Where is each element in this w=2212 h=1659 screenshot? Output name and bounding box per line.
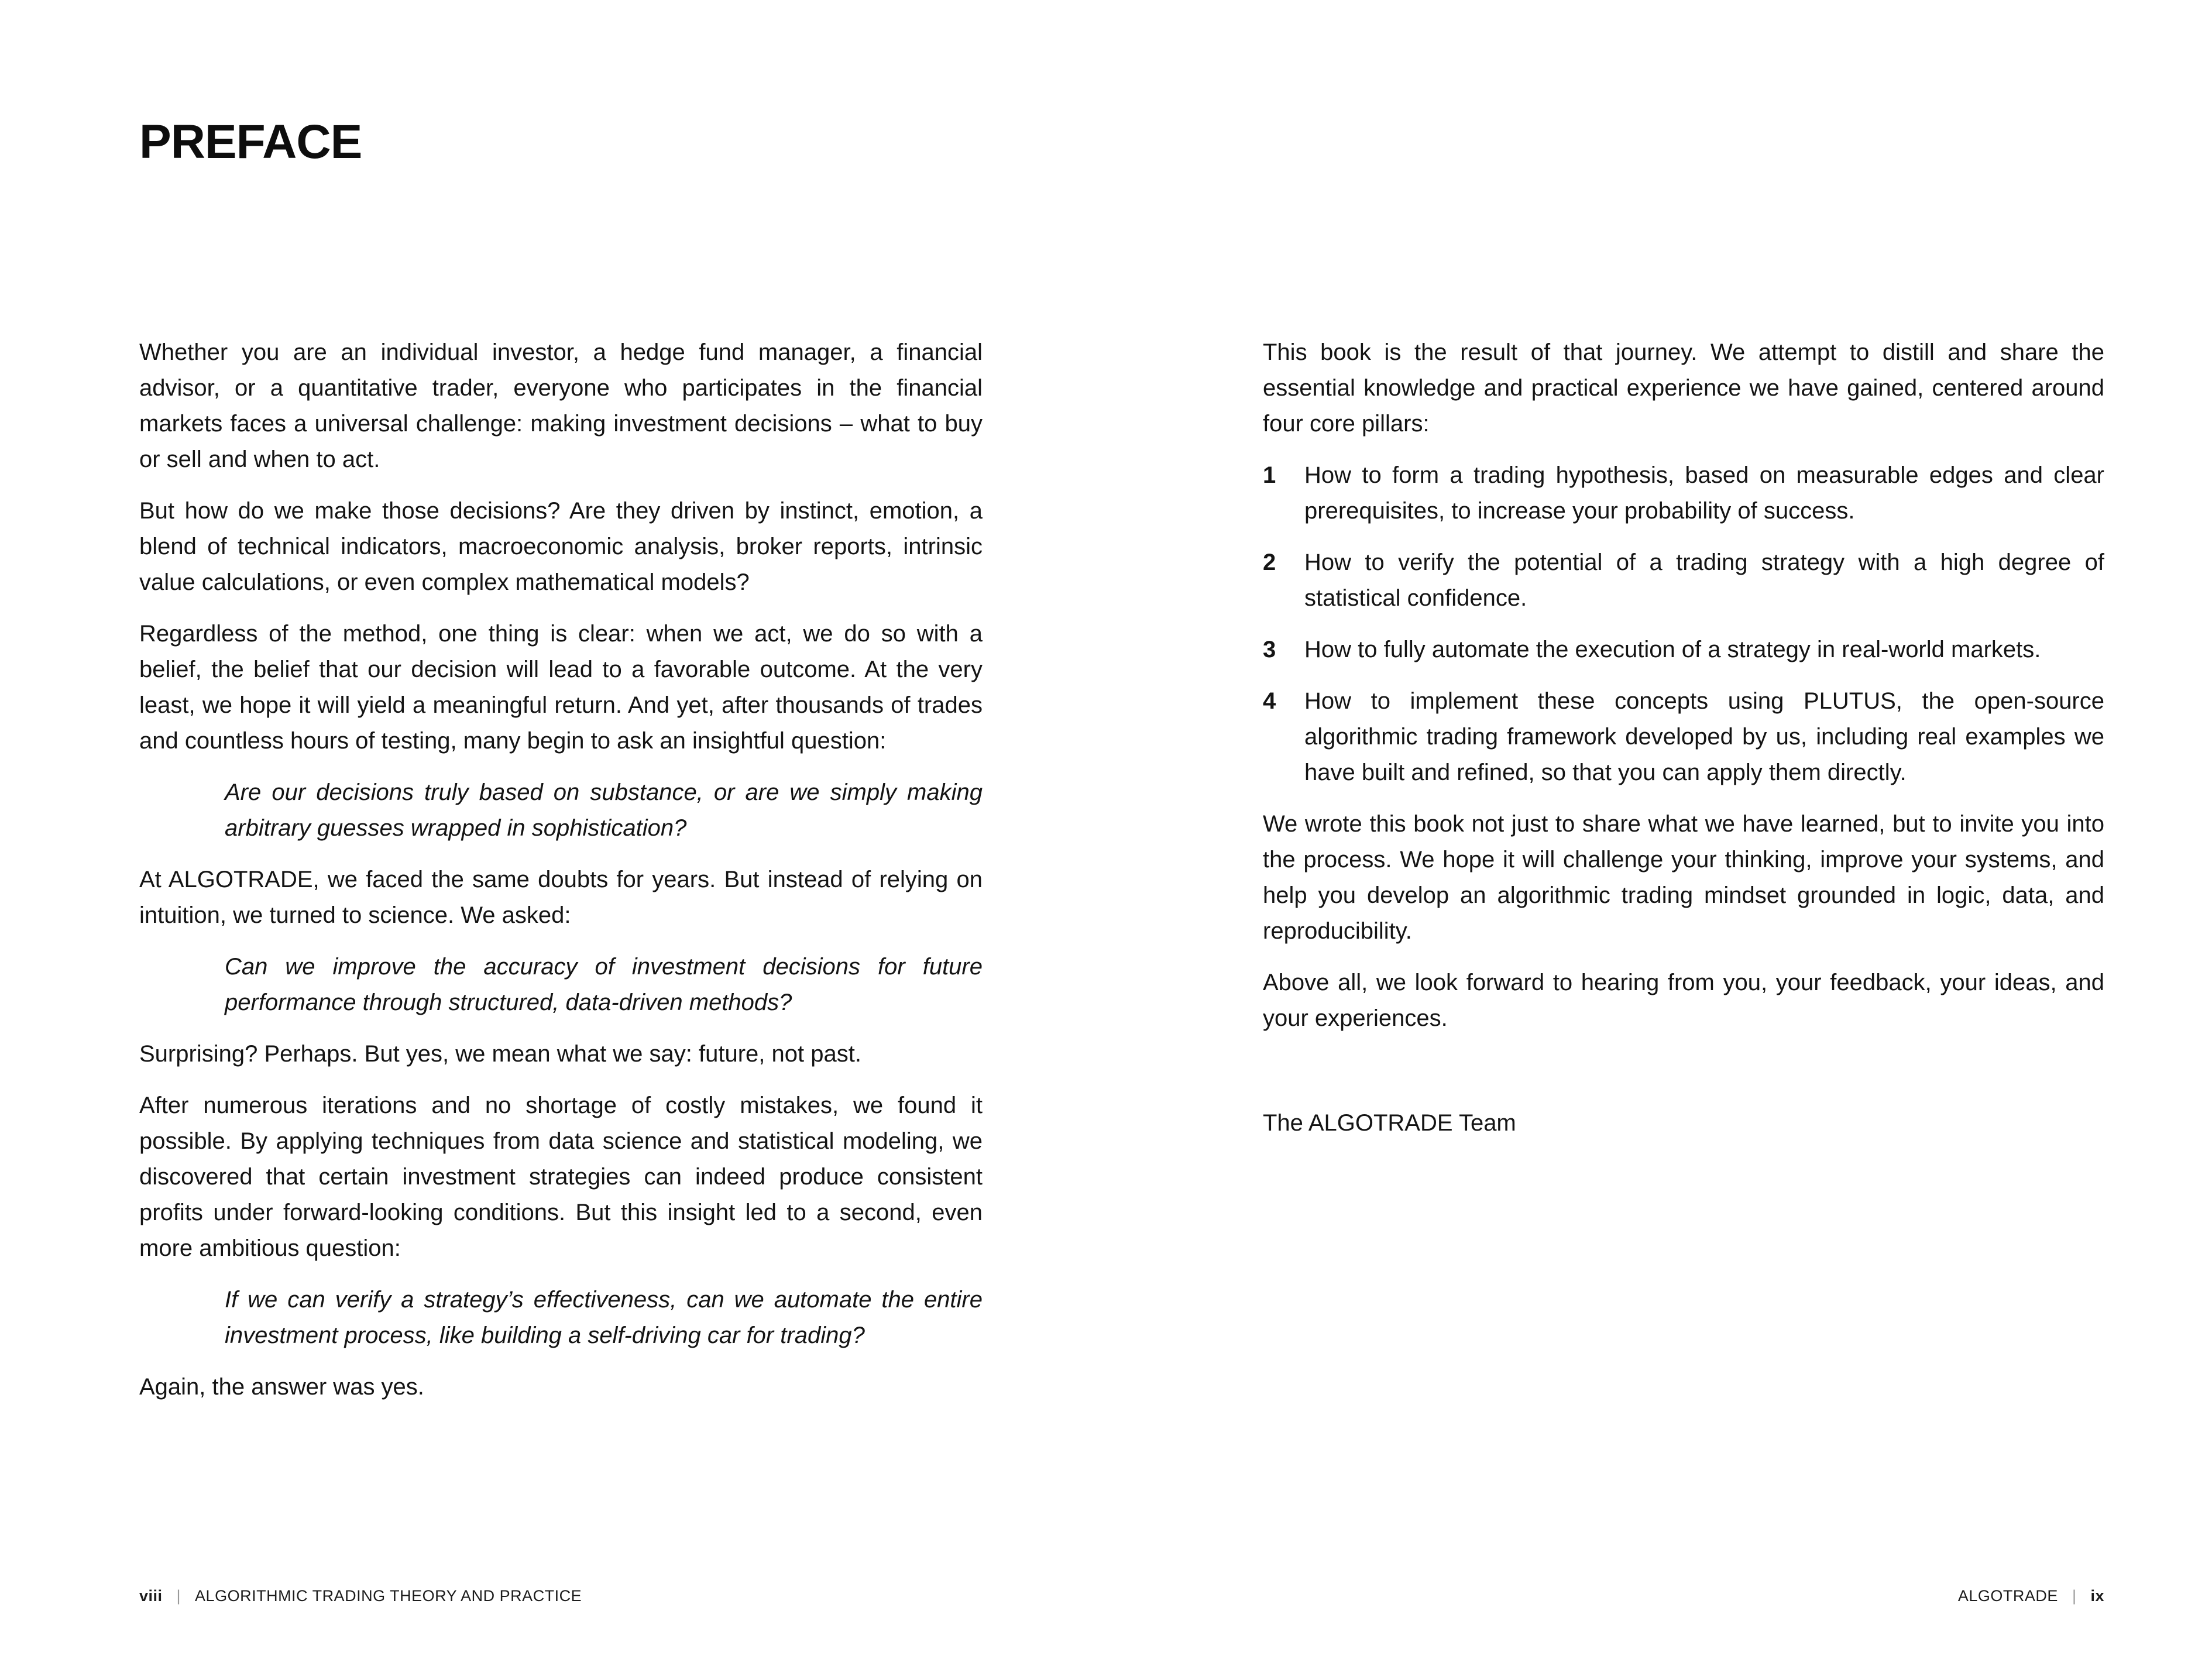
paragraph: This book is the result of that journey. We attempt to distill and share the essential knowledge and practical experience we have gained, centered around four core pillars: [1263, 339, 2104, 437]
numbered-list-item [1263, 683, 2104, 791]
footer-left [139, 1587, 582, 1605]
paragraph: But how do we make those decisions? Are they driven by instinct, emotion, a blend of technical indicators, macroeconomic analysis, broker reports, intrinsic value calculations, or even complex mathematical models? [139, 498, 983, 595]
footer-book-title: ALGOTRADE [1957, 1587, 2058, 1605]
numbered-list-item [1263, 458, 2104, 529]
footer-separator: | [176, 1587, 181, 1605]
preface-title: PREFACE [139, 115, 362, 169]
paragraph: At ALGOTRADE, we faced the same doubts for years. But instead of relying on intuition, we turned to science. We asked: [139, 867, 983, 928]
numbered-list-item [1263, 545, 2104, 616]
block-quote: Can we improve the accuracy of investment decisions for future performance through structured, data-driven methods? [225, 954, 983, 1015]
page-number: viii [139, 1587, 163, 1605]
paragraph: Surprising? Perhaps. But yes, we mean what we say: future, not past. [139, 1041, 861, 1067]
list-item-number: 4 [1263, 688, 1276, 714]
block-quote: If we can verify a strategy’s effectiveness, can we automate the entire investment process, like building a self-driving car for trading? [225, 1287, 983, 1348]
footer-right [1958, 1587, 2104, 1605]
paragraph: Whether you are an individual investor, a hedge fund manager, a financial advisor, or a quantitative trader, everyone who participates in the financial markets faces a universal challenge: making investment decisions – what to buy or sell and when to act. [139, 339, 983, 472]
footer-book-title: ALGORITHMIC TRADING THEORY AND PRACTICE [195, 1587, 582, 1605]
footer-separator: | [2072, 1587, 2077, 1605]
list-item-number: 1 [1263, 462, 1276, 488]
list-item-number: 3 [1263, 637, 1276, 662]
paragraph: After numerous iterations and no shortage of costly mistakes, we found it possible. By applying techniques from data science and statistical modeling, we discovered that certain investment strategies can indeed produce consistent profits under forward-looking conditions. But this insight led to a second, even more ambitious question: [139, 1093, 983, 1261]
list-item-text: How to verify the potential of a trading strategy with a high degree of statistical confidence. [1304, 549, 2104, 611]
paragraph: We wrote this book not just to share what we have learned, but to invite you into the process. We hope it will challenge your thinking, improve your systems, and help you develop an algorithmic trading mindset grounded in logic, data, and reproducibility. [1263, 811, 2104, 944]
paragraph: Again, the answer was yes. [139, 1374, 424, 1400]
left-page-column [139, 335, 983, 1421]
list-item-text: How to form a trading hypothesis, based on measurable edges and clear prerequisites, to increase your probability of success. [1304, 462, 2104, 524]
block-quote: Are our decisions truly based on substance, or are we simply making arbitrary guesses wrapped in sophistication? [225, 779, 983, 841]
list-item-text: How to implement these concepts using PLUTUS, the open-source algorithmic trading framework developed by us, including real examples we have built and refined, so that you can apply them directly. [1304, 688, 2104, 785]
numbered-list-item [1263, 632, 2104, 668]
paragraph: Above all, we look forward to hearing from you, your feedback, your ideas, and your experiences. [1263, 970, 2104, 1031]
right-page-column [1263, 335, 2104, 1157]
list-item-text: How to fully automate the execution of a strategy in real-world markets. [1304, 637, 2041, 662]
list-item-number: 2 [1263, 549, 1276, 575]
paragraph: Regardless of the method, one thing is clear: when we act, we do so with a belief, the belief that our decision will lead to a favorable outcome. At the very least, we hope it will yield a meaningful return. And yet, after thousands of trades and countless hours of testing, many begin to ask an insightful question: [139, 621, 983, 754]
signature: The ALGOTRADE Team [1263, 1110, 1516, 1136]
page-number: ix [2090, 1587, 2104, 1605]
